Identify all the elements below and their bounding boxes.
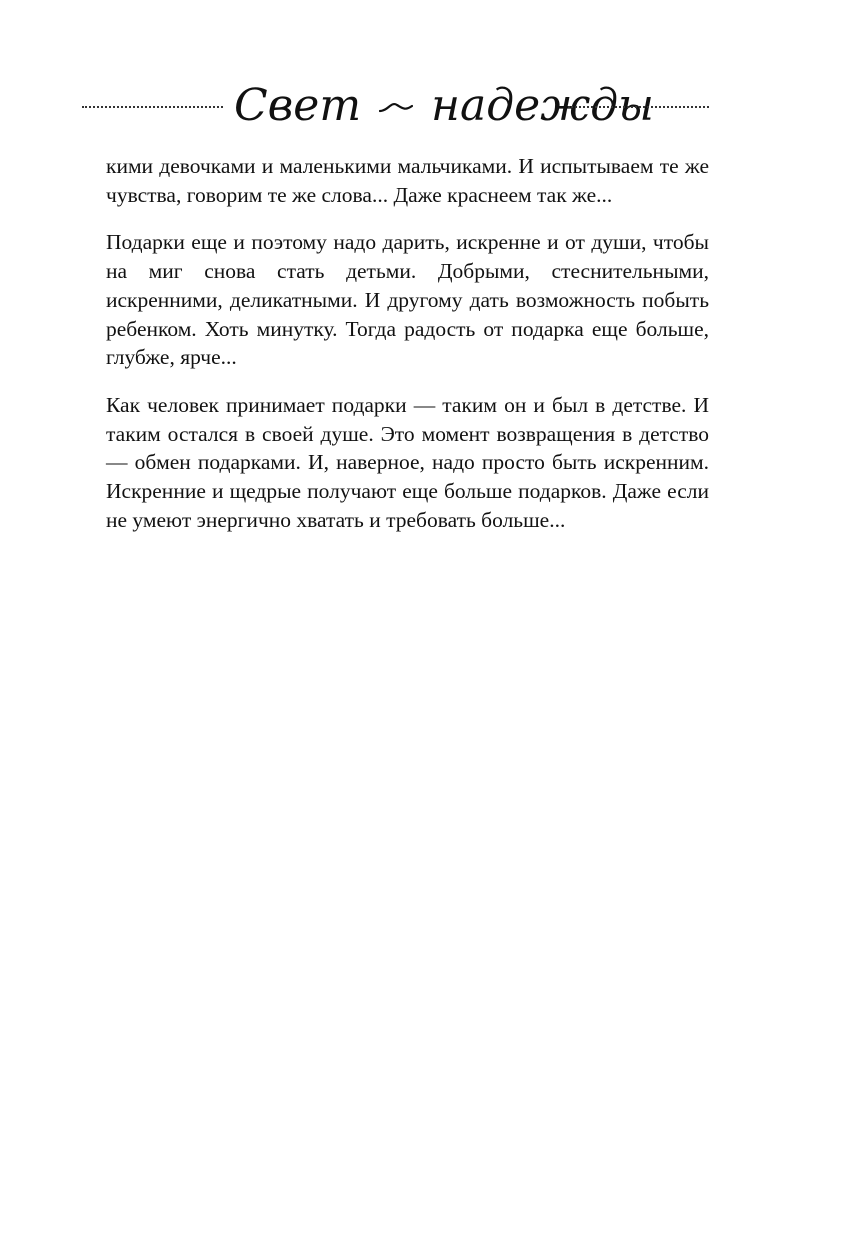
header-left-dotted-rule	[82, 106, 223, 108]
paragraph-3: Как человек принимает подарки — таким он и был в детстве. И таким остался в своей душе. Это момент возвращения в детство — обмен подарками. И, наверное, надо просто быть искренним. Искренние и щедрые получают еще больше подарков. Даже если не умеют энергично хватать и требовать больше...	[106, 392, 709, 532]
header-title	[234, 70, 654, 140]
paragraph-2: Подарки еще и поэтому надо дарить, искренне и от души, чтобы на миг снова стать детьми. Добрыми, стеснительными, искренними, деликатными. И другому дать возможность побыть ребенком. Хоть минутку. Тогда радость от подарка еще больше, глубже, ярче...	[106, 230, 709, 370]
paragraph-1: кими девочками и маленькими мальчиками. И испытываем те же чувства, говорим те же слова... Даже краснеем так же...	[106, 154, 709, 207]
header-title-word-1: Свет	[234, 79, 362, 131]
header-title-word-2: надежды	[431, 79, 654, 131]
body-text	[106, 152, 709, 553]
script-connector-flourish	[379, 95, 413, 117]
header-right-dotted-rule	[568, 106, 709, 108]
running-header	[0, 70, 844, 140]
